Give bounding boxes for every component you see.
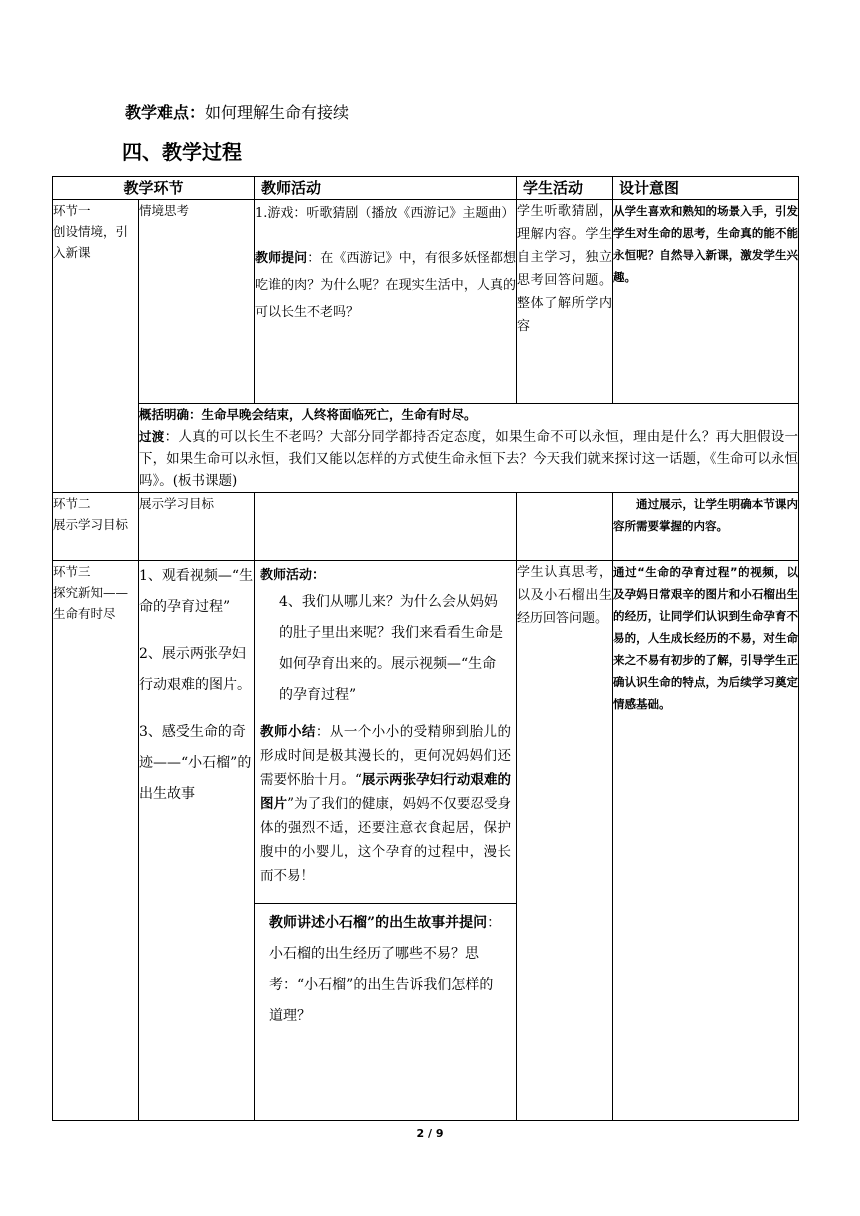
header-teacher: 教师活动 <box>255 177 517 200</box>
step-1: 1、观看视频—“生命的孕育过程” <box>139 568 254 615</box>
design-intent-1: 从学生喜欢和熟知的场景入手，引发学生对生命的思考，生命真的能不能永恒呢？自然导入新课，激发学生兴趣。 <box>613 200 799 404</box>
summary-transition <box>139 404 799 493</box>
teaching-process-table <box>52 176 799 1121</box>
design-intent-2: 通过展示，让学生明确本节课内容所需要掌握的内容。 <box>613 493 799 561</box>
transition-text: ：人真的可以长生不老吗？大部分同学都持否定态度，如果生命不可以永恒，理由是什么？再大胆假设一下，如果生命可以永恒，我们又能以怎样的方式使生命永恒下去？今天我们就来探讨这一话题，《生命可以永恒吗》。(板书课题) <box>139 429 799 489</box>
teacher-activity-label <box>255 561 516 587</box>
sub-1: 情境思考 <box>139 200 255 404</box>
teacher-activity-2 <box>255 493 517 561</box>
story-section <box>255 903 516 1036</box>
table-row <box>53 200 799 404</box>
student-activity-3: 学生认真思考，以及小石榴出生经历回答问题。 <box>517 561 613 1121</box>
difficulty-text: 如何理解生命有接续 <box>205 103 350 122</box>
student-activity-1: 学生听歌猜剧，理解内容。学生自主学习，独立思考回答问题。整体了解所学内容 <box>517 200 613 404</box>
story-question: ：小石榴的出生经历了哪些不易？思考：“小石榴”的出生告诉我们怎样的道理？ <box>269 915 502 1024</box>
transition-label: 过渡 <box>139 429 165 444</box>
teacher-question <box>255 245 516 326</box>
teacher-summary-label: 教师小结 <box>260 724 316 740</box>
step-3: 3、感受生命的奇迹——“小石榴”的出生故事 <box>139 724 252 802</box>
teacher-summary-bold: 展示两张孕妇行动艰难的图片 <box>260 772 512 812</box>
teacher-activity-3 <box>255 561 517 1121</box>
steps-3 <box>139 561 255 1121</box>
teacher-activity-label-text: 教师活动： <box>260 568 326 583</box>
teacher-summary-text2: ”为了我们的健康，妈妈不仅要忍受身体的强烈不适，还要注意衣食起居，保护腹中的小婴儿，这个孕育的过程中，漫长而不易！ <box>260 796 512 884</box>
section-title: 四、教学过程 <box>122 140 242 164</box>
summary-bold-text: 概括明确：生命早晚会结束，人终将面临死亡，生命有时尽。 <box>139 407 477 422</box>
sub-2: 展示学习目标 <box>139 493 255 561</box>
header-student: 学生活动 <box>517 177 613 200</box>
table-header-row <box>53 177 799 200</box>
teacher-question-label: 教师提问 <box>255 251 308 266</box>
stage-2: 环节二 展示学习目标 <box>53 493 139 561</box>
difficulty-label: 教学难点： <box>125 103 206 122</box>
story-text <box>255 904 516 1036</box>
teacher-activity-1 <box>255 200 517 404</box>
summary-bold <box>139 404 798 426</box>
teacher-summary <box>255 717 516 891</box>
table-row <box>53 404 799 493</box>
page-number: 2 / 9 <box>416 1127 444 1140</box>
header-stage: 教学环节 <box>53 177 255 200</box>
story-bold: 教师讲述小石榴”的出生故事并提问 <box>269 915 488 931</box>
stage-3: 环节三 探究新知——生命有时尽 <box>53 561 139 1121</box>
teaching-difficulty <box>125 102 349 124</box>
transition <box>139 426 798 492</box>
teacher-summary-text1: ：从一个小小的受精卵到胎儿的形成时间是极其漫长的，更何况妈妈们还需要怀胎十月。“ <box>260 724 512 788</box>
design-intent-3: 通过“生命的孕育过程”的视频，以及孕妈日常艰辛的图片和小石榴出生的经历，让同学们认识到生命孕育不易的，人生成长经历的不易，对生命来之不易有初步的了解，引导学生正确认识生命的特点，为后续学习奠定情感基础。 <box>613 561 799 1121</box>
teacher-question-text: ：在《西游记》中，有很多妖怪都想吃谁的肉？为什么呢？在现实生活中，人真的可以长生不老吗？ <box>255 251 517 320</box>
stage-1: 环节一 创设情境，引入新课 <box>53 200 139 493</box>
step-2: 2、展示两张孕妇行动艰难的图片。 <box>139 646 251 693</box>
game-text: 1.游戏：听歌猜剧（播放《西游记》主题曲） <box>255 206 515 221</box>
question-4: 4、我们从哪儿来？为什么会从妈妈的肚子里出来呢？我们来看看生命是如何孕育出来的。展示视频—“生命的孕育过程” <box>279 594 504 703</box>
table-row <box>53 561 799 1121</box>
table-row <box>53 493 799 561</box>
student-activity-2 <box>517 493 613 561</box>
header-intent: 设计意图 <box>613 177 799 200</box>
